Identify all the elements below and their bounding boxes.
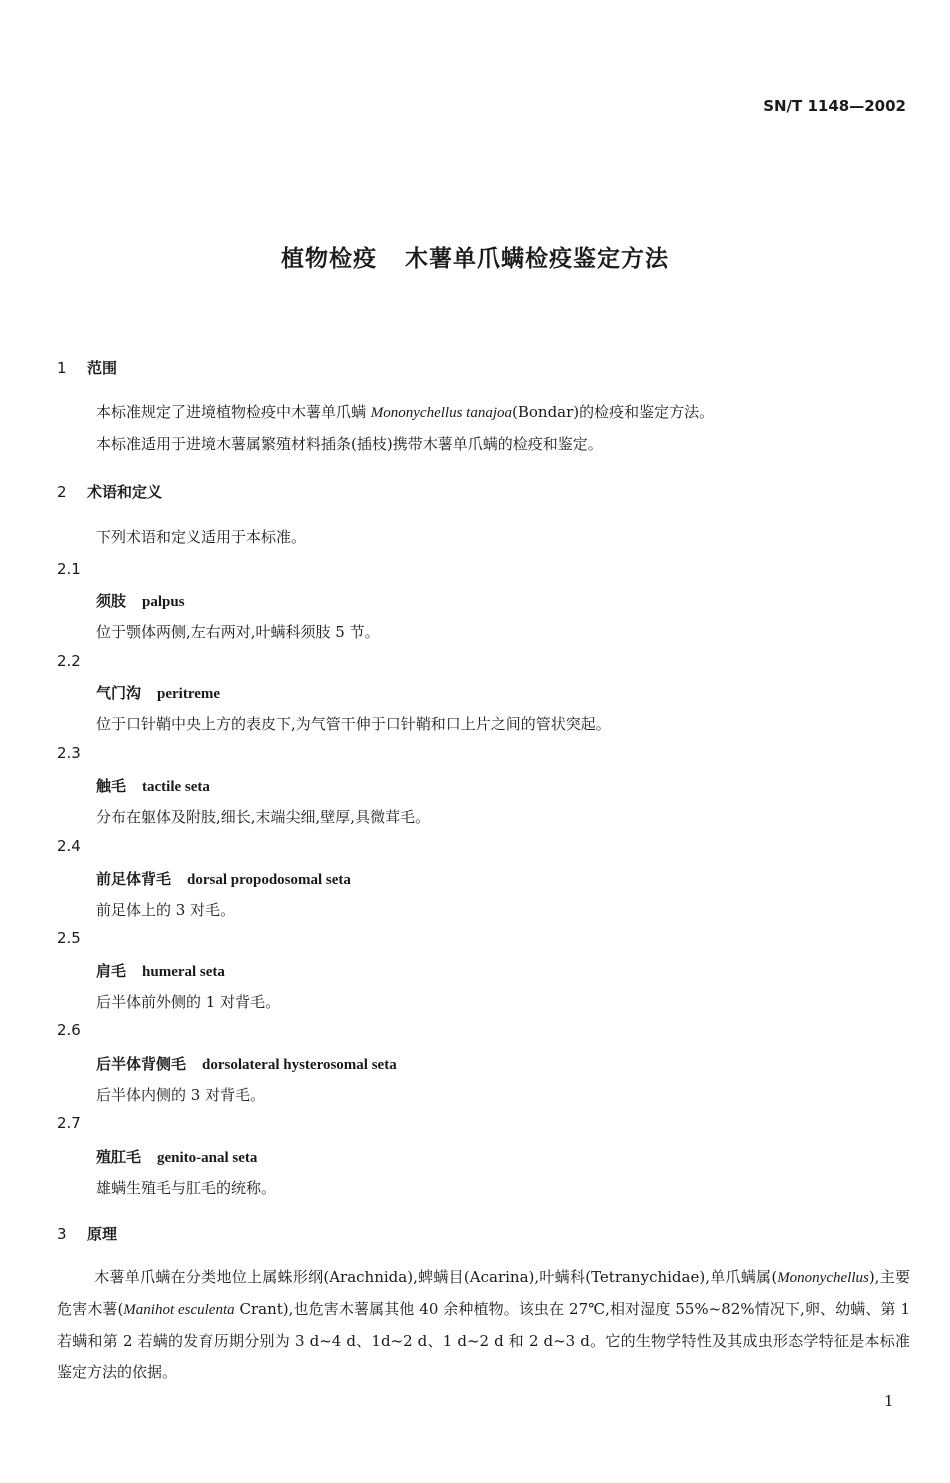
term-definition: 分布在躯体及附肢,细长,末端尖细,壁厚,具微茸毛。 xyxy=(96,808,431,826)
term-number: 2.7 xyxy=(57,1114,81,1132)
host-species-name: Manihot esculenta xyxy=(123,1302,235,1318)
term-definition: 前足体上的 3 对毛。 xyxy=(96,901,236,919)
term-definition: 后半体前外侧的 1 对背毛。 xyxy=(96,993,281,1011)
term-en: genito-anal seta xyxy=(157,1150,258,1166)
term-cn: 气门沟 xyxy=(96,684,142,702)
term-en: humeral seta xyxy=(142,964,225,980)
term-definition: 位于口针鞘中央上方的表皮下,为气管干伸于口针鞘和口上片之间的管状突起。 xyxy=(96,715,611,733)
term-heading xyxy=(96,775,210,796)
title-part1: 植物检疫 xyxy=(281,246,377,272)
term-definition: 雄螨生殖毛与肛毛的统称。 xyxy=(96,1179,277,1197)
term-cn: 后半体背侧毛 xyxy=(96,1055,187,1073)
section-number: 1 xyxy=(57,359,67,377)
term-number: 2.5 xyxy=(57,929,81,947)
text-segment: 木薯单爪螨在分类地位上属蛛形纲(Arachnida),蜱螨目(Acarina),叶螨科(Tetranychidae),单爪螨属( xyxy=(94,1268,778,1286)
text-segment: Crant),也危害木薯属其他 40 余种植物。该虫在 27℃,相对湿度 55%~82%情况下,卵、幼螨、第 1 若螨和第 2 若螨的发育历期分别为 3 d~4 d、1d~2 d、1 d~2 d 和 2 d~3 d。它的生物学特性及其成虫形态学特征是本标准鉴定方法的依据。 xyxy=(57,1300,910,1381)
text-segment: 本标准规定了进境植物检疫中木薯单爪螨 xyxy=(96,403,371,421)
term-cn: 肩毛 xyxy=(96,962,127,980)
terms-intro: 下列术语和定义适用于本标准。 xyxy=(96,528,307,546)
section-1-heading xyxy=(57,357,117,378)
term-heading xyxy=(96,1053,397,1074)
term-en: peritreme xyxy=(157,686,221,702)
term-en: dorsolateral hysterosomal seta xyxy=(202,1057,397,1073)
term-definition: 后半体内侧的 3 对背毛。 xyxy=(96,1086,266,1104)
section-title: 术语和定义 xyxy=(87,483,163,501)
text-segment: (Bondar)的检疫和鉴定方法。 xyxy=(512,403,715,421)
term-cn: 触毛 xyxy=(96,777,127,795)
title-part2: 木薯单爪螨检疫鉴定方法 xyxy=(405,246,669,272)
term-number: 2.4 xyxy=(57,837,81,855)
scope-paragraph-1 xyxy=(96,402,714,423)
term-heading xyxy=(96,960,225,981)
term-en: tactile seta xyxy=(142,779,210,795)
term-en: dorsal propodosomal seta xyxy=(187,872,351,888)
section-2-heading xyxy=(57,481,162,502)
term-heading xyxy=(96,1146,257,1167)
term-heading xyxy=(96,682,220,703)
term-en: palpus xyxy=(142,594,185,610)
principle-paragraph xyxy=(57,1262,910,1388)
species-name: Mononychellus tanajoa xyxy=(370,405,513,421)
text-segment: ),主要危害木薯( xyxy=(57,1268,910,1318)
section-number: 2 xyxy=(57,483,67,501)
term-heading xyxy=(96,590,185,611)
term-definition: 位于颚体两侧,左右两对,叶螨科须肢 5 节。 xyxy=(96,623,380,641)
term-number: 2.6 xyxy=(57,1021,81,1039)
term-number: 2.1 xyxy=(57,560,81,578)
standard-number: SN/T 1148—2002 xyxy=(763,97,906,115)
term-heading xyxy=(96,868,351,889)
page-number: 1 xyxy=(884,1392,894,1410)
term-cn: 须肢 xyxy=(96,592,127,610)
term-number: 2.3 xyxy=(57,744,81,762)
section-number: 3 xyxy=(57,1225,67,1243)
document-title xyxy=(0,240,950,273)
term-cn: 前足体背毛 xyxy=(96,870,172,888)
term-number: 2.2 xyxy=(57,652,81,670)
genus-name: Mononychellus xyxy=(777,1270,869,1286)
section-title: 原理 xyxy=(87,1225,118,1243)
section-3-heading xyxy=(57,1223,117,1244)
scope-paragraph-2: 本标准适用于进境木薯属繁殖材料插条(插枝)携带木薯单爪螨的检疫和鉴定。 xyxy=(96,435,603,453)
section-title: 范围 xyxy=(87,359,118,377)
term-cn: 殖肛毛 xyxy=(96,1148,142,1166)
